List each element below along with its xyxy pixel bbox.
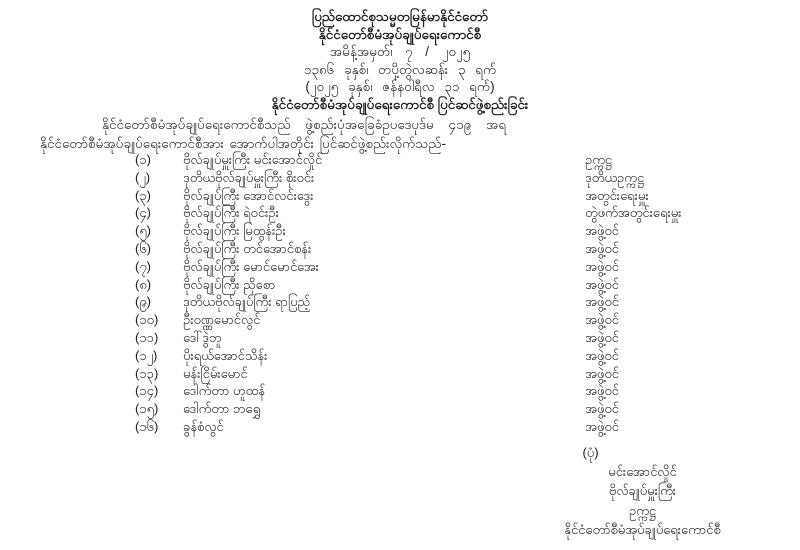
member-role: အဖွဲ့ဝင် [585,240,619,256]
member-number: (၂) [135,169,151,185]
member-name: ဗိုလ်ချုပ်ကြီး အောင်လင်းဒွေး [183,187,314,203]
member-row [135,222,760,240]
member-number: (၁၃) [135,365,159,381]
member-number: (၁၅) [135,401,159,417]
member-role: အဖွဲ့ဝင် [585,401,619,417]
member-name: ဗိုလ်ချုပ်ကြီး တင်အောင်စန်း [183,240,312,256]
member-row [135,187,760,205]
member-row [135,311,760,329]
member-row [135,347,760,365]
member-number: (၁၄) [135,383,159,399]
member-role: အဖွဲ့ဝင် [585,329,619,345]
member-name: ဗိုလ်ချုပ်ကြီး မြထွန်းဦး [183,223,286,239]
member-row [135,293,760,311]
member-role: အဖွဲ့ဝင် [585,223,619,239]
signatory-name: မင်းအောင်လှိုင် [608,464,677,480]
member-role: အဖွဲ့ဝင် [585,383,619,399]
body-paragraph-line1: နိုင်ငံတော်စီမံအုပ်ချုပ်ရေးကောင်စီသည် ဖွဲ့စည်းပုံအခြေခံဥပဒေပုဒ်မ ၄၁၉ အရ [102,116,507,132]
member-row [135,365,760,383]
member-number: (၉) [135,294,151,310]
state-title: ပြည်ထောင်စုသမ္မတမြန်မာနိုင်ငံတော် [311,9,489,24]
member-role: ဒုတိယဥက္ကဋ္ဌ [585,169,645,185]
member-number: (၁) [135,152,151,167]
member-list [135,151,760,436]
signatory-title: ဥက္ကဋ္ဌ [629,502,656,518]
member-number: (၁၂) [135,347,158,363]
member-role: အဖွဲ့ဝင် [585,276,619,292]
member-role: တွဲဖက်အတွင်းရေးမှူး [585,205,682,221]
member-role: အဖွဲ့ဝင် [585,294,619,310]
member-name: ဒုတိယဗိုလ်ချုပ်ကြီး ရာပြည့် [183,294,311,310]
member-role: အဖွဲ့ဝင် [585,347,619,363]
member-name: မန်းငြိမ်းမောင် [183,365,248,381]
member-role: အတွင်းရေးမှူး [585,187,649,203]
member-number: (၄) [135,205,151,221]
member-role: ဥက္ကဋ္ဌ [585,152,612,167]
member-name: ဗိုလ်ချုပ်ကြီး ရဲဝင်းဦး [183,205,279,221]
member-number: (၃) [135,187,151,203]
member-role: အဖွဲ့ဝင် [585,365,619,381]
member-row [135,418,760,436]
body-paragraph [40,115,760,154]
member-number: (၁၀) [135,312,159,328]
member-row [135,400,760,418]
body-paragraph-line2: နိုင်ငံတော်စီမံအုပ်ချုပ်ရေးကောင်စီအား အောက်ပါအတိုင်း ပြင်ဆင်ဖွဲ့စည်းလိုက်သည်- [40,136,446,152]
document-header [0,0,800,114]
subject-line: နိုင်ငံတော်စီမံအုပ်ချုပ်ရေးကောင်စီ ပြင်ဆင်ဖွဲ့စည်းခြင်း [271,96,529,112]
member-number: (၅) [135,223,151,239]
member-role: အဖွဲ့ဝင် [585,418,619,434]
member-name: ပိုးရယ်အောင်သိန်း [183,347,268,363]
member-row [135,258,760,276]
signatory-organization: နိုင်ငံတော်စီမံအုပ်ချုပ်ရေးကောင်စီ [564,521,721,537]
signature-block [500,443,785,539]
council-title: နိုင်ငံတော်စီမံအုပ်ချုပ်ရေးကောင်စီ [318,26,482,42]
member-name: ဗိုလ်ချုပ်မှူးကြီး မင်းအောင်လှိုင် [183,152,323,167]
member-name: ဗိုလ်ချုပ်ကြီး မောင်မောင်အေး [183,258,319,274]
member-name: ဒုတိယဗိုလ်ချုပ်မှူးကြီး စိုးဝင်း [183,169,315,185]
member-number: (၆) [135,240,151,256]
member-name: ခွန်စံလွင် [183,418,224,434]
member-role: အဖွဲ့ဝင် [585,258,619,274]
member-number: (၈) [135,276,152,292]
order-number-line: အမိန့်အမှတ်၊ ၇ / ၂၀၂၅ [329,44,471,60]
member-number: (၁၁) [135,329,159,345]
member-number: (၇) [135,258,151,274]
member-row [135,169,760,187]
member-row [135,240,760,258]
gregorian-date-line: (၂၀၂၅ ခုနှစ်၊ ဇန်နဝါရီလ ၃၁ ရက်) [305,79,495,95]
member-row [135,382,760,400]
member-name: ဒေါက်တာ ဘရွှေ [183,401,261,417]
member-row [135,329,760,347]
member-row [135,276,760,294]
member-name: ဒေါ်ဒွဲဘူ [183,329,222,345]
member-row [135,204,760,222]
member-row [135,151,760,169]
signatory-rank: ဗိုလ်ချုပ်မှူးကြီး [608,483,677,499]
member-number: (၁၆) [135,418,159,434]
member-name: ဦးဝဏ္ဏမောင်လွင် [183,312,261,328]
member-name: ဗိုလ်ချုပ်ကြီး ညိုစော [183,276,276,292]
signature-sd-mark: (ပုံ) [582,445,599,460]
myanmar-date-line: ၁၃၈၆ ခုနှစ်၊ တပို့တွဲလဆန်း ၃ ရက် [303,61,497,77]
member-role: အဖွဲ့ဝင် [585,312,619,328]
member-name: ဒေါက်တာ ဟူထန် [183,383,265,399]
